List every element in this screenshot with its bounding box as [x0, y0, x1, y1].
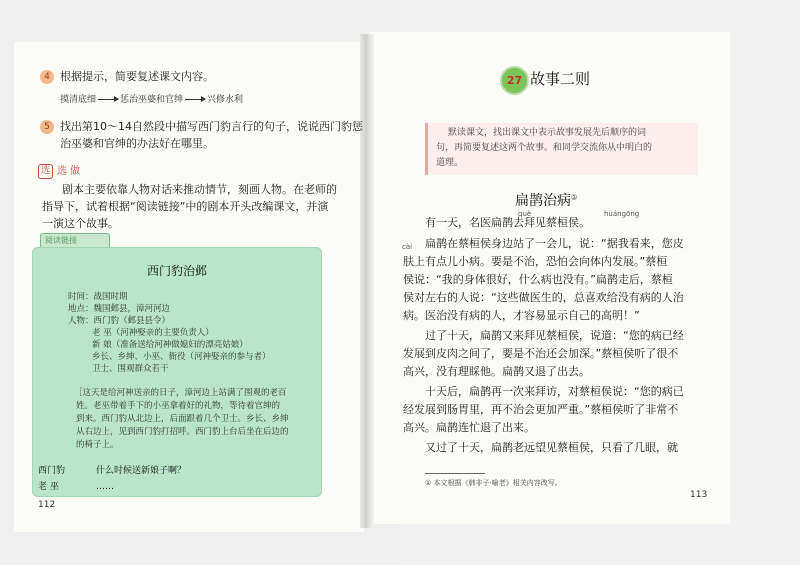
paragraph-line: 过了十天，扁鹊又来拜见蔡桓侯，说道：“您的病已经	[425, 329, 684, 342]
lesson-number-badge: 27	[500, 66, 529, 95]
optional-task-text: 选 做	[57, 166, 81, 177]
paragraph-line: 病。医治没有病的人，才容易显示自己的高明！”	[403, 309, 640, 322]
paragraph-line: 高兴。扁鹊连忙退了出来。	[403, 421, 535, 434]
dialogue-line: ……	[96, 482, 114, 492]
cast-line: 乡长、乡绅、小巫、衙役（河神娶亲的参与者）	[92, 352, 271, 362]
page-number-right: 113	[690, 490, 708, 500]
lesson-title: 故事二则	[530, 70, 591, 88]
story-title-text: 扁鹊治病	[515, 193, 571, 209]
paragraph-line: 十天后，扁鹊再一次来拜访，对蔡桓侯说：“您的病已	[425, 385, 684, 398]
flow-step-2: 惩治巫婆和官绅	[120, 95, 184, 105]
dialogue-line: 什么时候送新娘子啊？	[96, 466, 187, 476]
paragraph-line: 有一天，名医扁鹊去拜见蔡桓侯。	[425, 216, 590, 229]
footnote-marker: ①	[571, 193, 578, 202]
pinyin-annotation: cài	[402, 243, 413, 251]
cast-line: 时间：战国时期	[68, 292, 128, 302]
reading-link-box	[32, 247, 322, 497]
paragraph-line: 经发展到肠胃里，再不治会更加严重。”蔡桓侯听了非常不	[403, 403, 679, 416]
cast-line: 地点：魏国邺县，漳河河边	[68, 304, 171, 314]
cast-line: 新 娘（准备送给河神做媳妇的漂亮姑娘）	[92, 340, 248, 350]
stage-direction-line: 姓。老巫带着手下的小巫拿着好的礼物，等待着官绅的	[76, 401, 281, 411]
cast-line: 卫士、围观群众若干	[92, 364, 169, 374]
flow-step-1: 摸清底细	[60, 95, 97, 105]
story-title	[515, 190, 577, 210]
stage-direction-line: 的椅子上。	[76, 440, 119, 450]
tip-line: 句，再简要复述这两个故事。和同学交流你从中明白的	[436, 143, 653, 153]
item-5-line-2: 治巫婆和官绅的办法好在哪里。	[60, 137, 214, 150]
footnote-rule	[425, 473, 485, 474]
reading-link-tab: 阅读链接	[40, 233, 110, 249]
cast-line: 老 巫（河神娶亲的主要负责人）	[92, 328, 214, 338]
paragraph-line: 肤上有点儿小病。要是不治，恐怕会向体内发展。”蔡桓	[403, 255, 668, 268]
stage-direction-line: 从右边上，见到西门豹打招呼。西门豹上台后坐在后边的	[76, 427, 289, 437]
paragraph-line: 侯说：“我的身体很好，什么病也没有。”扁鹊走后，蔡桓	[403, 273, 673, 286]
item-5-line-1: 找出第10～14自然段中描写西门豹言行的句子，说说西门豹惩	[60, 120, 363, 133]
item-5-badge: 5	[40, 120, 54, 134]
paragraph-line: 发展到皮肉之间了，要是不治还会加深。”蔡桓侯听了很不	[403, 347, 679, 360]
plot-flow	[60, 92, 243, 105]
pinyin-annotation: huángōng	[604, 210, 640, 218]
dialogue-speaker: 西门豹	[38, 466, 66, 476]
dialogue-speaker: 老 巫	[38, 482, 59, 492]
stage-direction-line: ［这天是给河神送亲的日子，漳河边上站满了围观的老百	[74, 388, 287, 398]
paragraph-line: 又过了十天，扁鹊老远望见蔡桓侯，只看了几眼，就	[425, 441, 678, 454]
paragraph-line: 侯对左右的人说：“这些做医生的，总喜欢给没有病的人治	[403, 291, 684, 304]
paragraph-line: 扁鹊在蔡桓侯身边站了一会儿，说：“据我看来，您皮	[425, 237, 684, 250]
flow-step-3: 兴修水利	[207, 95, 244, 105]
optional-task-line-1: 剧本主要依靠人物对话来推动情节，刻画人物。在老师的	[62, 183, 337, 196]
paragraph-line: 高兴，没有理睬他。扁鹊又退了出去。	[403, 365, 590, 378]
footnote: ① 本文根据《韩非子·喻老》相关内容改写。	[425, 479, 562, 487]
optional-task-icon: 选	[38, 164, 53, 179]
stage-direction-line: 到来。西门豹从北边上，后面跟着几个卫士。乡长、乡绅	[76, 414, 289, 424]
optional-task-line-3: 一演这个故事。	[42, 217, 119, 230]
cast-line: 人物：西门豹（邺县县令）	[68, 316, 171, 326]
flow-arrow-icon	[98, 99, 118, 100]
book-gutter	[360, 34, 374, 528]
item-4-text: 根据提示，简要复述课文内容。	[60, 70, 214, 83]
optional-task-line-2: 指导下，试着根据“阅读链接”中的剧本开头改编课文，并演	[42, 200, 329, 213]
flow-arrow-icon	[185, 99, 205, 100]
pinyin-annotation: què	[518, 210, 532, 218]
item-4-badge: 4	[40, 70, 54, 84]
page-number-left: 112	[38, 500, 56, 510]
optional-task-label	[38, 162, 80, 179]
tip-line: 默读课文，找出课文中表示故事发展先后顺序的词	[448, 128, 647, 138]
script-title: 西门豹治邺	[146, 264, 207, 278]
tip-line: 道理。	[436, 158, 464, 168]
